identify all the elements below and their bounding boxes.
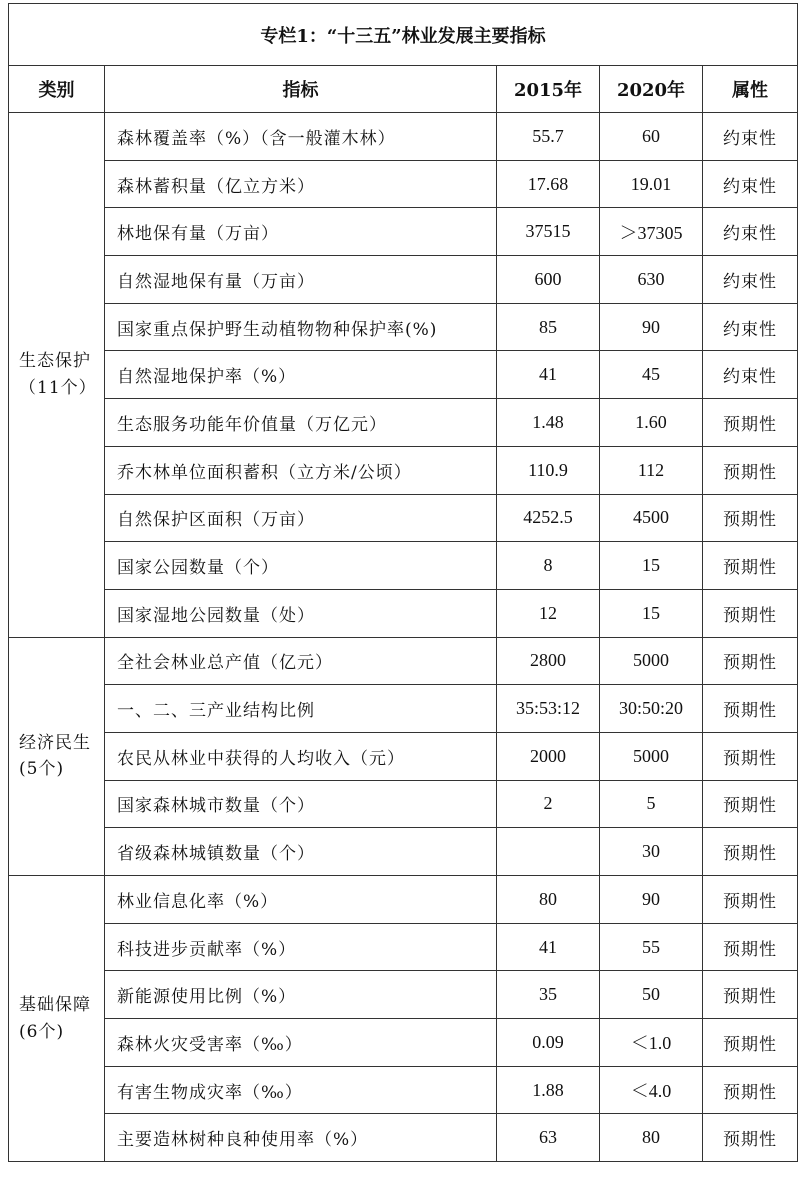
attribute-cell: 预期性 [703, 1019, 798, 1067]
indicator-cell: 科技进步贡献率（%） [105, 923, 497, 971]
value-2020-cell: 30 [600, 828, 703, 876]
table-row [9, 1114, 798, 1162]
value-2015-cell: 600 [497, 256, 600, 304]
value-2015-cell: 4252.5 [497, 494, 600, 542]
indicator-cell: 国家森林城市数量（个） [105, 780, 497, 828]
table-row [9, 446, 798, 494]
value-2015-cell: 85 [497, 303, 600, 351]
indicator-cell: 乔木林单位面积蓄积（立方米/公顷） [105, 446, 497, 494]
value-2015-cell: 41 [497, 351, 600, 399]
table-row [9, 399, 798, 447]
table-row [9, 160, 798, 208]
attribute-cell: 预期性 [703, 1114, 798, 1162]
table-row [9, 685, 798, 733]
table-row [9, 971, 798, 1019]
category-cell: 经济民生(5个) [9, 637, 105, 875]
value-2015-cell: 2800 [497, 637, 600, 685]
table-row [9, 256, 798, 304]
table-row [9, 732, 798, 780]
value-2015-cell: 17.68 [497, 160, 600, 208]
attribute-cell: 预期性 [703, 876, 798, 924]
value-2015-cell: 12 [497, 589, 600, 637]
value-2015-cell: 41 [497, 923, 600, 971]
table-row [9, 303, 798, 351]
value-2020-cell: 90 [600, 303, 703, 351]
indicator-cell: 自然湿地保护率（%） [105, 351, 497, 399]
value-2020-cell: ＜1.0 [600, 1019, 703, 1067]
indicator-cell: 全社会林业总产值（亿元） [105, 637, 497, 685]
indicator-table [8, 3, 798, 1162]
indicator-cell: 农民从林业中获得的人均收入（元） [105, 732, 497, 780]
table-body [9, 113, 798, 1162]
attribute-cell: 预期性 [703, 637, 798, 685]
header-attribute: 属性 [703, 66, 798, 113]
value-2015-cell: 0.09 [497, 1019, 600, 1067]
header-category: 类别 [9, 66, 105, 113]
table-row [9, 542, 798, 590]
value-2020-cell: 50 [600, 971, 703, 1019]
indicator-cell: 林业信息化率（%） [105, 876, 497, 924]
value-2020-cell: 5 [600, 780, 703, 828]
value-2020-cell: 5000 [600, 637, 703, 685]
table-row [9, 113, 798, 161]
title-row [9, 4, 798, 66]
attribute-cell: 约束性 [703, 208, 798, 256]
value-2015-cell: 110.9 [497, 446, 600, 494]
value-2020-cell: 4500 [600, 494, 703, 542]
indicator-cell: 森林蓄积量（亿立方米） [105, 160, 497, 208]
value-2020-cell: 630 [600, 256, 703, 304]
value-2015-cell: 80 [497, 876, 600, 924]
attribute-cell: 约束性 [703, 303, 798, 351]
value-2020-cell: 80 [600, 1114, 703, 1162]
table-row [9, 637, 798, 685]
attribute-cell: 预期性 [703, 828, 798, 876]
table-row [9, 494, 798, 542]
attribute-cell: 预期性 [703, 542, 798, 590]
value-2015-cell: 35:53:12 [497, 685, 600, 733]
attribute-cell: 预期性 [703, 494, 798, 542]
table-title: 专栏1：“十三五”林业发展主要指标 [9, 4, 798, 66]
category-cell: 生态保护（11个） [9, 113, 105, 638]
value-2020-cell: 19.01 [600, 160, 703, 208]
indicator-cell: 森林覆盖率（%）（含一般灌木林） [105, 113, 497, 161]
attribute-cell: 约束性 [703, 256, 798, 304]
attribute-cell: 约束性 [703, 351, 798, 399]
value-2020-cell: 1.60 [600, 399, 703, 447]
table-row [9, 780, 798, 828]
value-2020-cell: 15 [600, 542, 703, 590]
attribute-cell: 约束性 [703, 113, 798, 161]
value-2020-cell: ＜4.0 [600, 1066, 703, 1114]
table-row [9, 589, 798, 637]
value-2020-cell: 90 [600, 876, 703, 924]
value-2015-cell: 1.88 [497, 1066, 600, 1114]
indicator-cell: 林地保有量（万亩） [105, 208, 497, 256]
value-2015-cell: 37515 [497, 208, 600, 256]
indicator-cell: 新能源使用比例（%） [105, 971, 497, 1019]
value-2020-cell: 5000 [600, 732, 703, 780]
indicator-cell: 主要造林树种良种使用率（%） [105, 1114, 497, 1162]
table-row [9, 208, 798, 256]
value-2015-cell: 8 [497, 542, 600, 590]
indicator-cell: 有害生物成灾率（‰） [105, 1066, 497, 1114]
value-2020-cell: 112 [600, 446, 703, 494]
value-2015-cell [497, 828, 600, 876]
header-indicator: 指标 [105, 66, 497, 113]
indicator-cell: 一、二、三产业结构比例 [105, 685, 497, 733]
table-row [9, 1019, 798, 1067]
attribute-cell: 预期性 [703, 446, 798, 494]
table-row [9, 351, 798, 399]
indicator-cell: 省级森林城镇数量（个） [105, 828, 497, 876]
attribute-cell: 约束性 [703, 160, 798, 208]
attribute-cell: 预期性 [703, 971, 798, 1019]
value-2015-cell: 55.7 [497, 113, 600, 161]
value-2020-cell: ＞37305 [600, 208, 703, 256]
table-row [9, 1066, 798, 1114]
value-2020-cell: 15 [600, 589, 703, 637]
attribute-cell: 预期性 [703, 732, 798, 780]
table-row [9, 828, 798, 876]
indicator-cell: 国家重点保护野生动植物物种保护率(%) [105, 303, 497, 351]
value-2015-cell: 1.48 [497, 399, 600, 447]
attribute-cell: 预期性 [703, 399, 798, 447]
indicator-cell: 自然保护区面积（万亩） [105, 494, 497, 542]
header-2020: 2020年 [600, 66, 703, 113]
value-2020-cell: 45 [600, 351, 703, 399]
value-2015-cell: 2 [497, 780, 600, 828]
attribute-cell: 预期性 [703, 1066, 798, 1114]
header-row [9, 66, 798, 113]
value-2020-cell: 60 [600, 113, 703, 161]
indicator-cell: 国家湿地公园数量（处） [105, 589, 497, 637]
attribute-cell: 预期性 [703, 923, 798, 971]
value-2015-cell: 2000 [497, 732, 600, 780]
indicator-cell: 自然湿地保有量（万亩） [105, 256, 497, 304]
attribute-cell: 预期性 [703, 589, 798, 637]
table-row [9, 923, 798, 971]
attribute-cell: 预期性 [703, 685, 798, 733]
value-2015-cell: 35 [497, 971, 600, 1019]
value-2015-cell: 63 [497, 1114, 600, 1162]
header-2015: 2015年 [497, 66, 600, 113]
table-row [9, 876, 798, 924]
attribute-cell: 预期性 [703, 780, 798, 828]
value-2020-cell: 30:50:20 [600, 685, 703, 733]
indicator-cell: 生态服务功能年价值量（万亿元） [105, 399, 497, 447]
indicator-cell: 国家公园数量（个） [105, 542, 497, 590]
value-2020-cell: 55 [600, 923, 703, 971]
category-cell: 基础保障(6个) [9, 876, 105, 1162]
indicator-cell: 森林火灾受害率（‰） [105, 1019, 497, 1067]
